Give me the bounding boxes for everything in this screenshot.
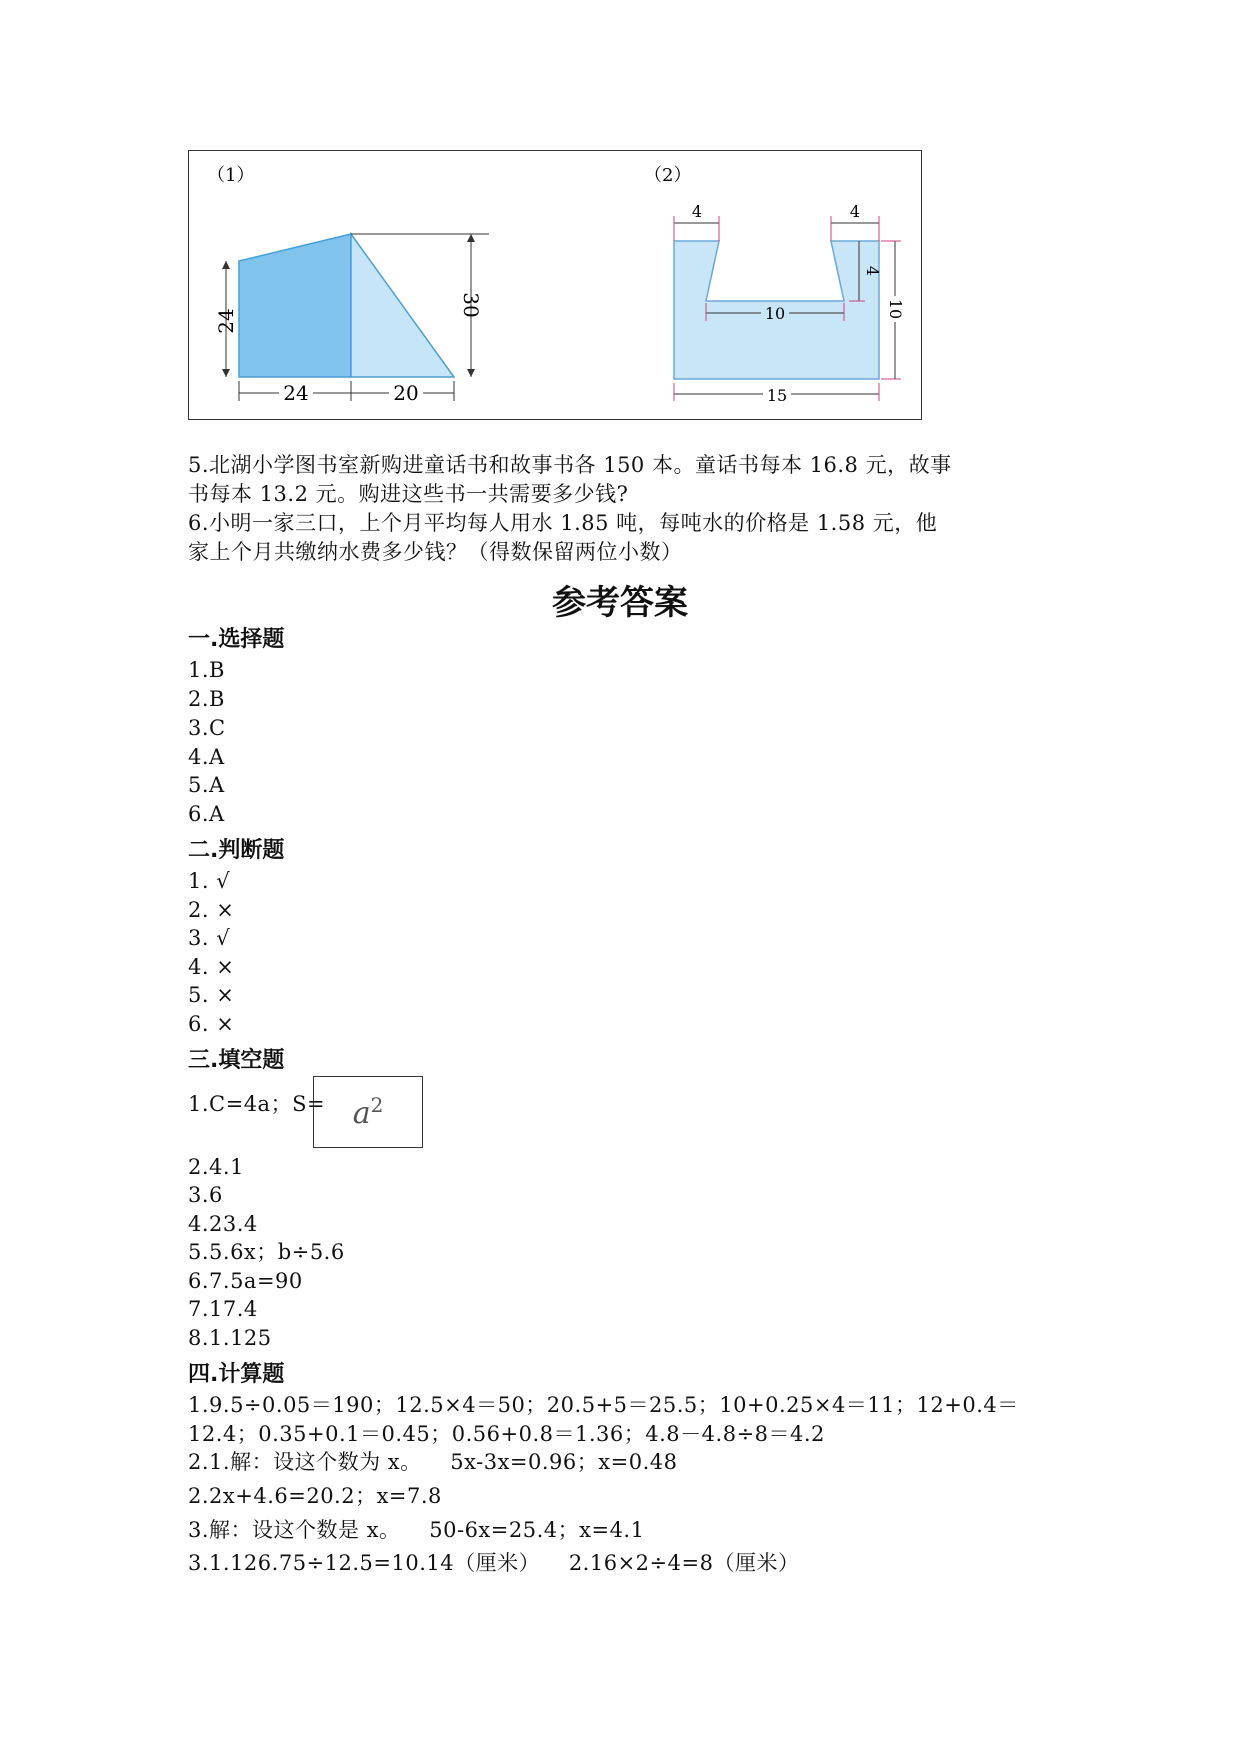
answer-item: 5.5.6x；b÷5.6	[188, 1240, 345, 1264]
answer-line: 2.2x+4.6=20.2；x=7.8	[188, 1484, 442, 1508]
answer-item: 5.A	[188, 773, 225, 797]
answer-line: 2.1.解：设这个数为 x。 5x-3x=0.96；x=0.48	[188, 1450, 678, 1474]
fig2-notch-depth: 4	[863, 265, 882, 277]
answer-item: 3.C	[188, 716, 226, 740]
figure-box	[188, 150, 922, 420]
answer-item: 7.17.4	[188, 1297, 258, 1321]
section2-heading: 二.判断题	[188, 838, 285, 863]
section1-heading: 一.选择题	[188, 627, 285, 652]
page-title: 参考答案	[552, 583, 688, 623]
answer-item: 2.B	[188, 687, 225, 711]
figure1-label: （1）	[207, 165, 255, 186]
fig1-bottom-left: 24	[283, 381, 309, 405]
fig2-bottom: 15	[766, 386, 788, 405]
answer-line: 3.解：设这个数是 x。 50-6x=25.4；x=4.1	[188, 1518, 645, 1542]
answer-item-formula-prefix: 1.C=4a；S=	[188, 1092, 326, 1116]
answer-item: 2.4.1	[188, 1155, 244, 1179]
formula-base: a	[352, 1096, 371, 1131]
answer-item: 4.23.4	[188, 1212, 258, 1236]
answer-item: 1. √	[188, 869, 231, 893]
answer-item: 4. ×	[188, 955, 235, 979]
answer-item: 4.A	[188, 745, 225, 769]
section4-heading: 四.计算题	[188, 1362, 285, 1387]
problem6-line1: 6.小明一家三口，上个月平均每人用水 1.85 吨，每吨水的价格是 1.58 元，他	[188, 511, 938, 535]
formula-exponent: 2	[370, 1093, 384, 1117]
problem5-line1: 5.北湖小学图书室新购进童话书和故事书各 150 本。童话书每本 16.8 元，故事	[188, 453, 952, 477]
formula-image	[313, 1076, 423, 1148]
fig1-right-height: 30	[459, 292, 483, 318]
answer-item: 5. ×	[188, 983, 235, 1007]
answer-item: 6.A	[188, 802, 225, 826]
answer-line: 3.1.126.75÷12.5=10.14（厘米） 2.16×2÷4=8（厘米）	[188, 1551, 800, 1575]
fig1-left-height: 24	[214, 308, 238, 334]
fig1-bottom-right: 20	[393, 381, 419, 405]
formula-text	[353, 1093, 384, 1131]
answer-line: 1.9.5÷0.05＝190；12.5×4＝50；20.5+5＝25.5；10+0.25×4＝11；12+0.4＝	[188, 1393, 1019, 1417]
answer-item: 6.7.5a=90	[188, 1269, 303, 1293]
fig2-notch-bottom: 10	[764, 304, 786, 323]
answer-item: 8.1.125	[188, 1326, 272, 1350]
section3-heading: 三.填空题	[188, 1048, 285, 1073]
fig2-height: 10	[886, 298, 905, 320]
problem5-line2: 书每本 13.2 元。购进这些书一共需要多少钱?	[188, 482, 629, 506]
fig1-trapezoid	[239, 234, 351, 377]
fig2-top-right: 4	[849, 202, 861, 221]
fig1-triangle	[351, 234, 454, 377]
geometry-figures	[189, 151, 921, 419]
answer-item: 3.6	[188, 1183, 223, 1207]
answer-line: 12.4；0.35+0.1＝0.45；0.56+0.8＝1.36；4.8－4.8÷8＝4.2	[188, 1422, 825, 1446]
fig2-top-left: 4	[691, 202, 703, 221]
answer-item: 3. √	[188, 926, 231, 950]
answer-item: 6. ×	[188, 1012, 235, 1036]
answer-item: 2. ×	[188, 898, 235, 922]
figure2-label: （2）	[644, 165, 692, 186]
problem6-line2: 家上个月共缴纳水费多少钱？（得数保留两位小数）	[188, 540, 683, 564]
answer-item: 1.B	[188, 658, 225, 682]
